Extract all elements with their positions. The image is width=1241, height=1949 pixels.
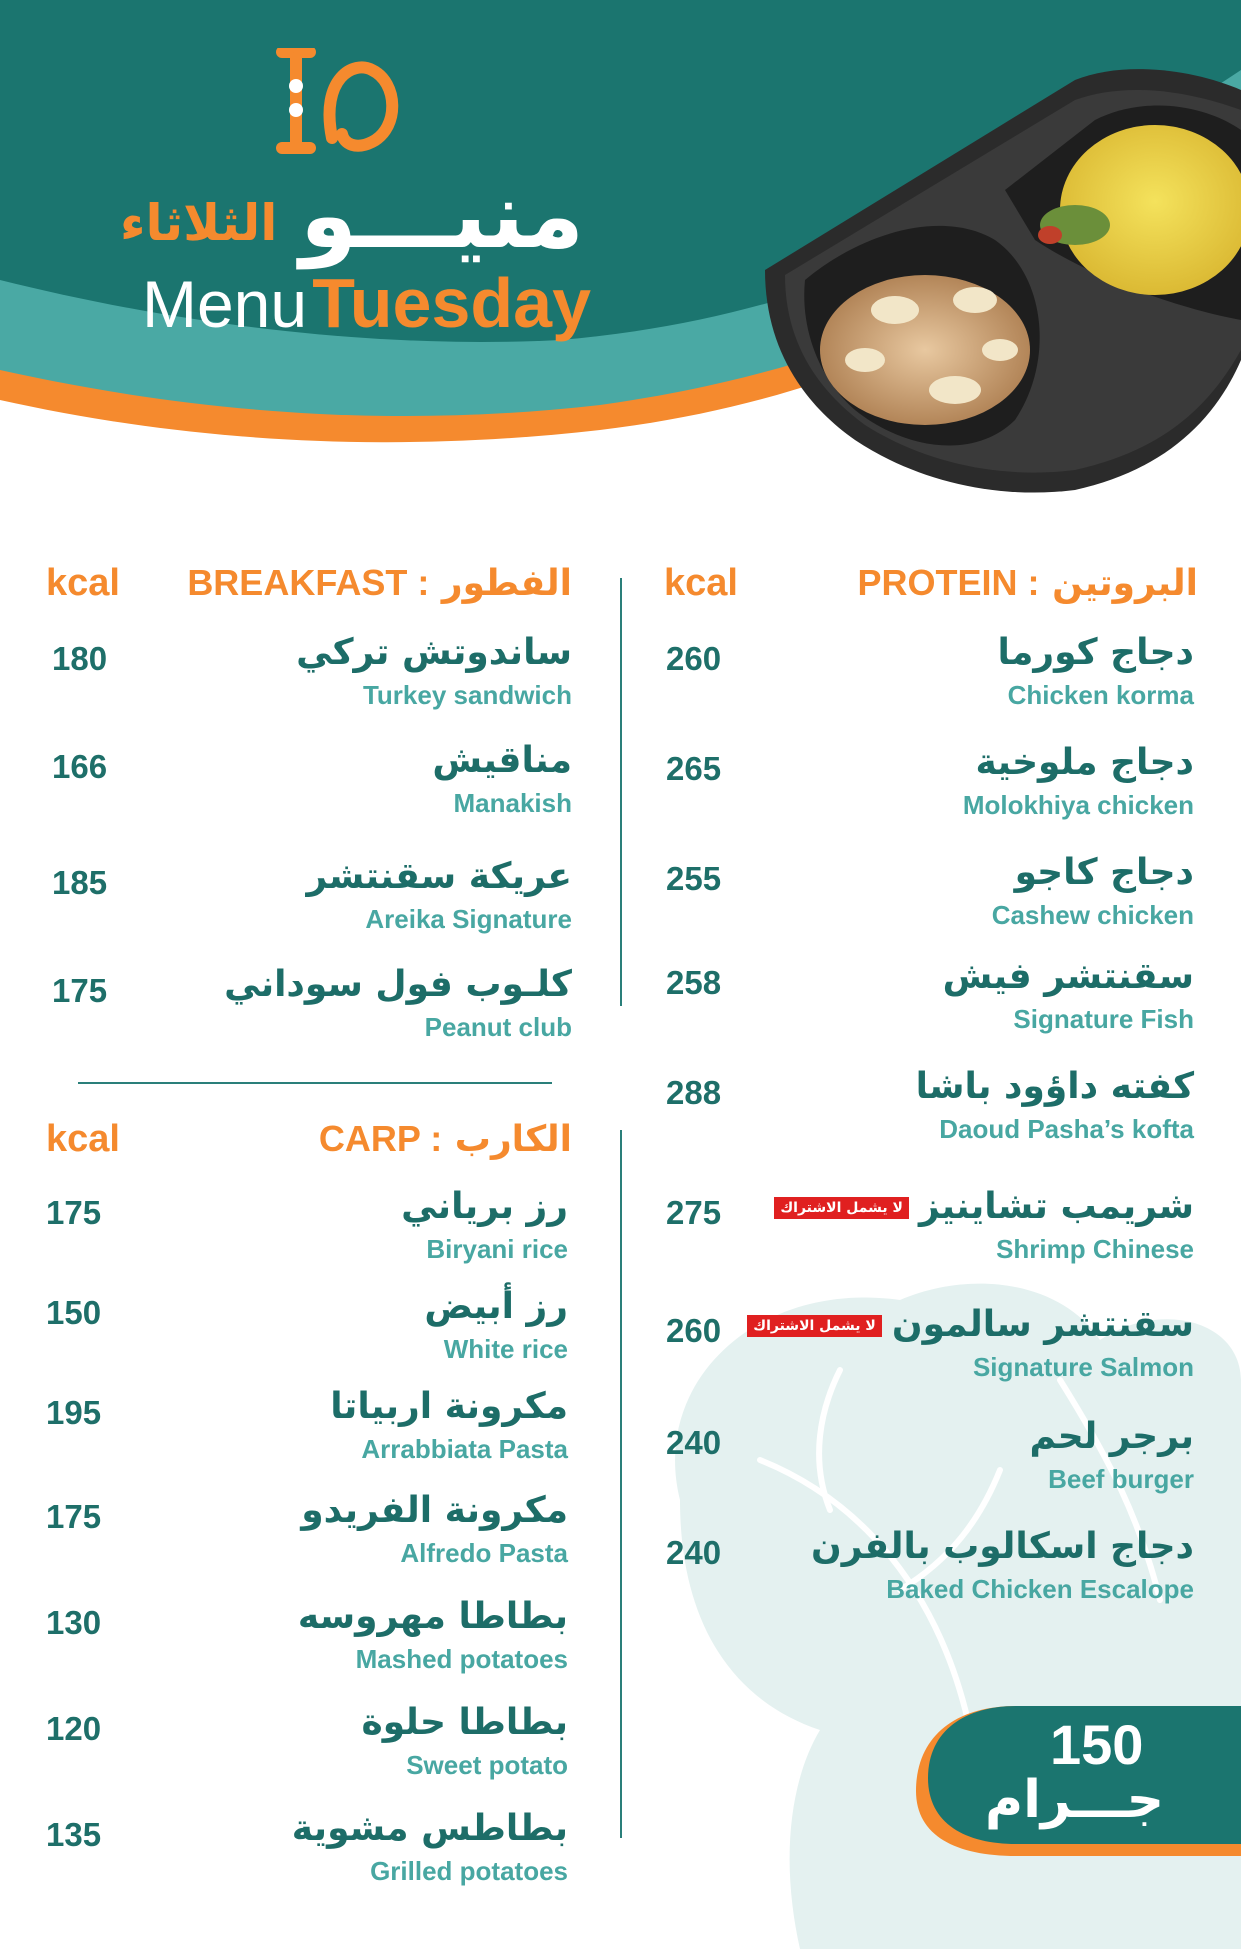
breakfast-header xyxy=(46,562,572,612)
menu-item xyxy=(46,1490,568,1570)
kcal-value: 150 xyxy=(46,1294,102,1331)
menu-item xyxy=(666,956,1194,1036)
protein-header xyxy=(664,562,1198,612)
item-name-ar: كلـوب فول سوداني xyxy=(224,964,572,1005)
item-name-en: Baked Chicken Escalope xyxy=(886,1574,1194,1604)
item-name-ar: شريمب تشاينيزلا يشمل الاشتراك xyxy=(774,1186,1194,1227)
menu-item xyxy=(666,1416,1194,1496)
menu-item xyxy=(46,1186,568,1266)
item-name-en: Signature Salmon xyxy=(972,1352,1194,1382)
menu-item xyxy=(52,632,572,712)
item-name-en: Signature Fish xyxy=(1013,1004,1194,1034)
item-name-en: Daoud Pasha’s kofta xyxy=(939,1114,1194,1144)
kcal-label: kcal xyxy=(664,562,738,604)
item-name-en: Arrabbiata Pasta xyxy=(361,1434,568,1464)
kcal-value: 120 xyxy=(46,1710,102,1747)
menu-item xyxy=(666,742,1194,822)
kcal-value: 185 xyxy=(52,864,108,901)
kcal-value: 195 xyxy=(46,1394,102,1431)
menu-item xyxy=(666,1066,1194,1146)
not-included-tag: لا يشمل الاشتراك xyxy=(774,1197,909,1219)
kcal-value: 260 xyxy=(666,1312,722,1349)
kcal-value: 275 xyxy=(666,1194,722,1231)
item-name-ar: برجر لحم xyxy=(1029,1416,1194,1457)
menu-item xyxy=(666,1304,1194,1384)
item-name-en: Grilled potatoes xyxy=(370,1856,568,1886)
item-name-ar: عريكة سقنتشر xyxy=(306,856,572,897)
item-name-ar: ساندوتش تركي xyxy=(296,632,572,673)
item-name-en: Molokhiya chicken xyxy=(962,790,1194,820)
kcal-label: kcal xyxy=(46,562,120,604)
item-name-ar: بطاطا مهروسه xyxy=(297,1596,568,1637)
item-name-ar: كفته داؤود باشا xyxy=(915,1066,1194,1107)
menu-item xyxy=(46,1286,568,1366)
kcal-value: 166 xyxy=(52,748,108,785)
menu-item xyxy=(46,1808,568,1888)
item-name-ar: مكرونة اربياتا xyxy=(330,1386,568,1427)
brand-logo xyxy=(262,48,412,158)
title-arabic-menu: منيـــو xyxy=(300,162,585,269)
section-title: PROTEIN : البروتين xyxy=(857,562,1198,604)
item-name-en: Mashed potatoes xyxy=(355,1644,568,1674)
item-name-ar: دجاج اسكالوب بالفرن xyxy=(811,1526,1194,1567)
item-name-en: Areika Signature xyxy=(365,904,572,934)
not-included-tag: لا يشمل الاشتراك xyxy=(747,1315,882,1337)
item-name-en: Sweet potato xyxy=(406,1750,568,1780)
menu-item xyxy=(52,740,572,820)
item-name-en: Alfredo Pasta xyxy=(400,1538,568,1568)
item-name-en: Manakish xyxy=(453,788,572,818)
item-name-ar: رز أبيض xyxy=(424,1286,568,1327)
kcal-value: 175 xyxy=(46,1498,102,1535)
meal-tray-image xyxy=(745,60,1241,530)
title-en-day: Tuesday xyxy=(312,264,592,342)
menu-item xyxy=(666,1186,1194,1266)
kcal-value: 265 xyxy=(666,750,722,787)
item-name-ar: دجاج ملوخية xyxy=(975,742,1194,783)
item-name-en: Beef burger xyxy=(1048,1464,1194,1494)
section-title: BREAKFAST : الفطور xyxy=(187,562,572,604)
item-name-en: Turkey sandwich xyxy=(362,680,572,710)
kcal-value: 260 xyxy=(666,640,722,677)
column-divider xyxy=(620,1130,622,1838)
item-name-en: Shrimp Chinese xyxy=(996,1234,1194,1264)
item-name-ar: رز برياني xyxy=(401,1186,568,1227)
kcal-value: 288 xyxy=(666,1074,722,1111)
kcal-value: 175 xyxy=(52,972,108,1009)
menu-item xyxy=(52,964,572,1044)
menu-item xyxy=(666,852,1194,932)
weight-unit: جـــرام xyxy=(985,1770,1165,1830)
item-name-en: Cashew chicken xyxy=(991,900,1194,930)
kcal-value: 258 xyxy=(666,964,722,1001)
kcal-value: 130 xyxy=(46,1604,102,1641)
title-arabic-day: الثلاثاء xyxy=(120,194,278,252)
kcal-value: 240 xyxy=(666,1424,722,1461)
carp-header xyxy=(46,1118,572,1168)
item-name-ar: دجاج كورما xyxy=(997,632,1194,673)
kcal-value: 180 xyxy=(52,640,108,677)
menu-item xyxy=(52,856,572,936)
item-name-ar: سقنتشر فيش xyxy=(942,956,1194,997)
menu-item xyxy=(46,1596,568,1676)
item-name-ar: سقنتشر سالمونلا يشمل الاشتراك xyxy=(747,1304,1194,1345)
column-divider xyxy=(620,578,622,1006)
title-en-menu: Menu xyxy=(142,267,308,341)
item-name-ar: مناقيش xyxy=(432,740,572,781)
menu-item xyxy=(666,1526,1194,1606)
kcal-value: 135 xyxy=(46,1816,102,1853)
kcal-value: 255 xyxy=(666,860,722,897)
weight-value: 150 xyxy=(1050,1713,1144,1776)
item-name-en: Chicken korma xyxy=(1007,680,1194,710)
kcal-value: 240 xyxy=(666,1534,722,1571)
kcal-value: 175 xyxy=(46,1194,102,1231)
kcal-label: kcal xyxy=(46,1118,120,1160)
item-name-ar: مكرونة الفريدو xyxy=(301,1490,568,1531)
item-name-en: White rice xyxy=(443,1334,568,1364)
item-name-en: Peanut club xyxy=(424,1012,572,1042)
item-name-ar: بطاطا حلوة xyxy=(361,1702,568,1743)
menu-item xyxy=(666,632,1194,712)
item-name-ar: دجاج كاجو xyxy=(1014,852,1194,893)
item-name-ar: بطاطس مشوية xyxy=(291,1808,568,1849)
item-name-en: Biryani rice xyxy=(426,1234,568,1264)
title-english xyxy=(142,264,592,342)
menu-item xyxy=(46,1386,568,1466)
menu-item xyxy=(46,1702,568,1782)
section-divider xyxy=(78,1082,552,1084)
section-title: CARP : الكارب xyxy=(318,1118,572,1160)
